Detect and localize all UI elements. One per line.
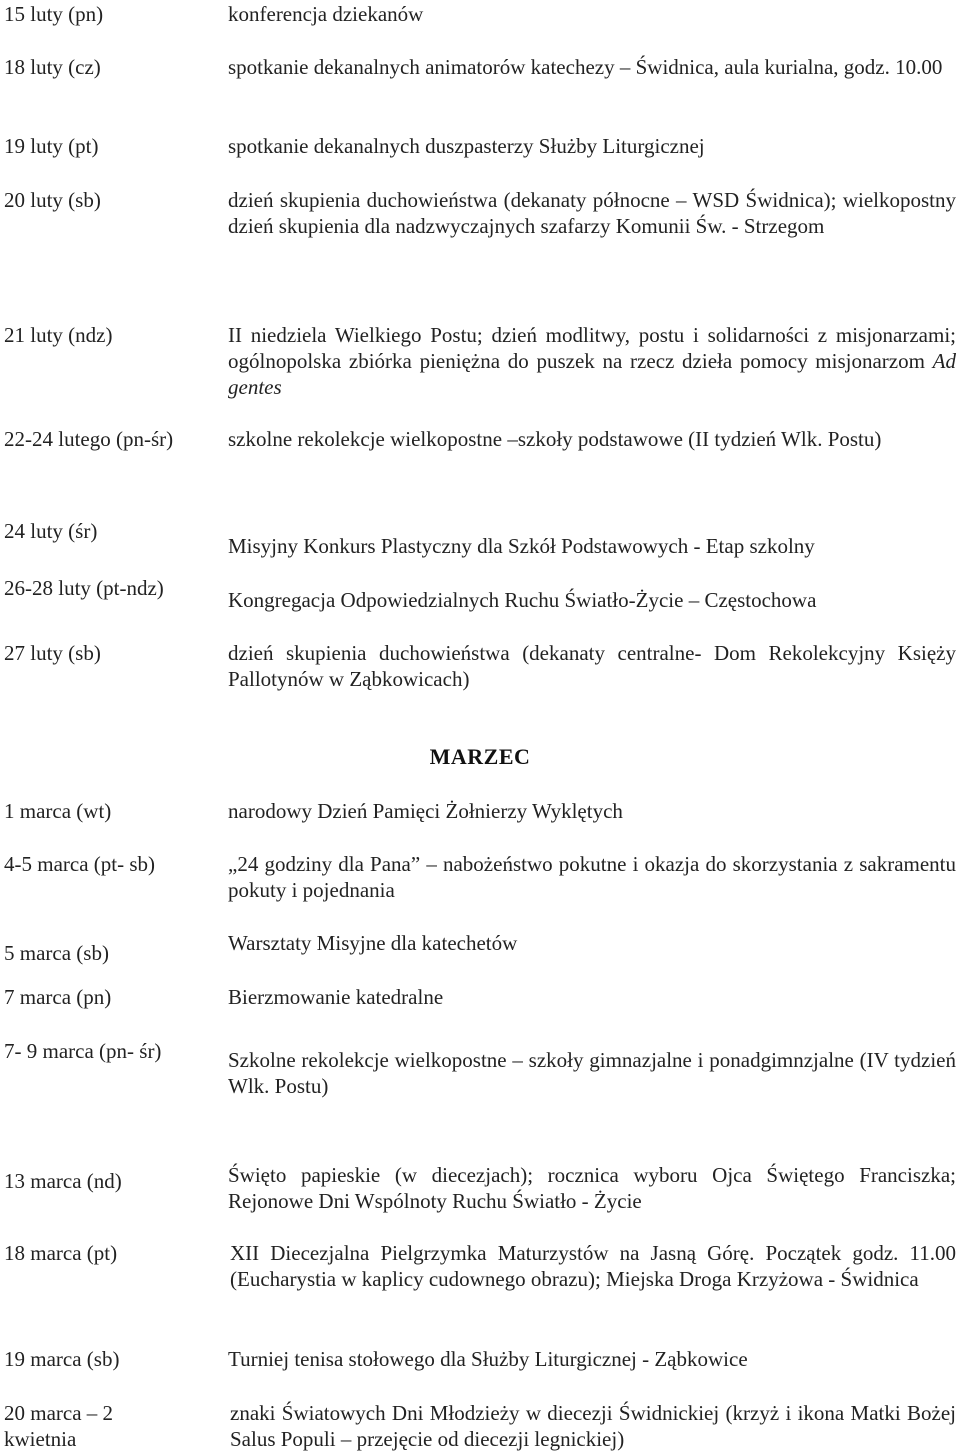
event-date: 22-24 lutego (pn-śr)	[4, 427, 174, 451]
event-description: Warsztaty Misyjne dla katechetów	[228, 931, 518, 955]
event-description-italic: Ad gentes	[228, 349, 956, 399]
event-date: 18 marca (pt)	[4, 1241, 118, 1265]
event-description: XII Diecezjalna Pielgrzymka Maturzystów na Jasną Górę. Początek godz. 11.00 (Eucharystia w kaplicy cudownego obrazu); Miejska Droga Krzyżowa - Świdnica	[230, 1241, 956, 1291]
event-date: 7- 9 marca (pn- śr)	[4, 1039, 162, 1063]
event-date: 18 luty (cz)	[4, 55, 101, 79]
event-date: 20 luty (sb)	[4, 188, 101, 212]
event-description: dzień skupienia duchowieństwa (dekanaty północne – WSD Świdnica); wielkopostny dzień skupienia dla nadzwyczajnych szafarzy Komunii Św. - Strzegom	[228, 188, 956, 238]
event-date: 4-5 marca (pt- sb)	[4, 852, 156, 876]
event-description: spotkanie dekanalnych duszpasterzy Służby Liturgicznej	[228, 134, 705, 158]
event-description: Kongregacja Odpowiedzialnych Ruchu Światło-Życie – Częstochowa	[228, 588, 817, 612]
event-description: Bierzmowanie katedralne	[228, 985, 444, 1009]
event-date: 20 marca – 2 kwietnia	[4, 1401, 114, 1451]
event-date: 21 luty (ndz)	[4, 323, 113, 347]
event-date: 7 marca (pn)	[4, 985, 112, 1009]
event-date: 26-28 luty (pt-ndz)	[4, 576, 164, 600]
event-date: 13 marca (nd)	[4, 1169, 122, 1193]
event-description: dzień skupienia duchowieństwa (dekanaty centralne- Dom Rekolekcyjny Księży Pallotynów w Ząbkowicach)	[228, 641, 956, 691]
event-description: „24 godziny dla Pana” – nabożeństwo pokutne i okazja do skorzystania z sakramentu pokuty i pojednania	[228, 852, 956, 902]
month-heading: MARZEC	[429, 744, 531, 769]
event-description	[228, 322, 956, 400]
event-description: Szkolne rekolekcje wielkopostne – szkoły gimnazjalne i ponadgimnzjalne (IV tydzień Wlk. Postu)	[228, 1048, 956, 1098]
event-date: 27 luty (sb)	[4, 641, 101, 665]
event-date: 5 marca (sb)	[4, 941, 109, 965]
event-description: Turniej tenisa stołowego dla Służby Liturgicznej - Ząbkowice	[228, 1347, 748, 1371]
event-description: znaki Światowych Dni Młodzieży w diecezji Świdnickiej (krzyż i ikona Matki Bożej Salus Populi – przejęcie od diecezji legnickiej)	[230, 1401, 956, 1451]
event-date: 1 marca (wt)	[4, 799, 112, 823]
event-description: konferencja dziekanów	[228, 2, 424, 26]
event-description: spotkanie dekanalnych animatorów katechezy – Świdnica, aula kurialna, godz. 10.00	[228, 55, 943, 79]
event-date: 24 luty (śr)	[4, 519, 98, 543]
event-description: Misyjny Konkurs Plastyczny dla Szkół Podstawowych - Etap szkolny	[228, 534, 815, 558]
event-description-text: II niedziela Wielkiego Postu; dzień modlitwy, postu i solidarności z misjonarzami; ogólnopolska zbiórka pieniężna do puszek na rzecz dzieła pomocy misjonarzom	[228, 323, 956, 373]
event-description: Święto papieskie (w diecezjach); rocznica wyboru Ojca Świętego Franciszka; Rejonowe Dni Wspólnoty Ruchu Światło - Życie	[228, 1163, 956, 1213]
event-date: 15 luty (pn)	[4, 2, 104, 26]
event-description: szkolne rekolekcje wielkopostne –szkoły podstawowe (II tydzień Wlk. Postu)	[228, 427, 882, 451]
event-date: 19 marca (sb)	[4, 1347, 120, 1371]
event-description: narodowy Dzień Pamięci Żołnierzy Wyklętych	[228, 799, 623, 823]
event-date: 19 luty (pt)	[4, 134, 99, 158]
